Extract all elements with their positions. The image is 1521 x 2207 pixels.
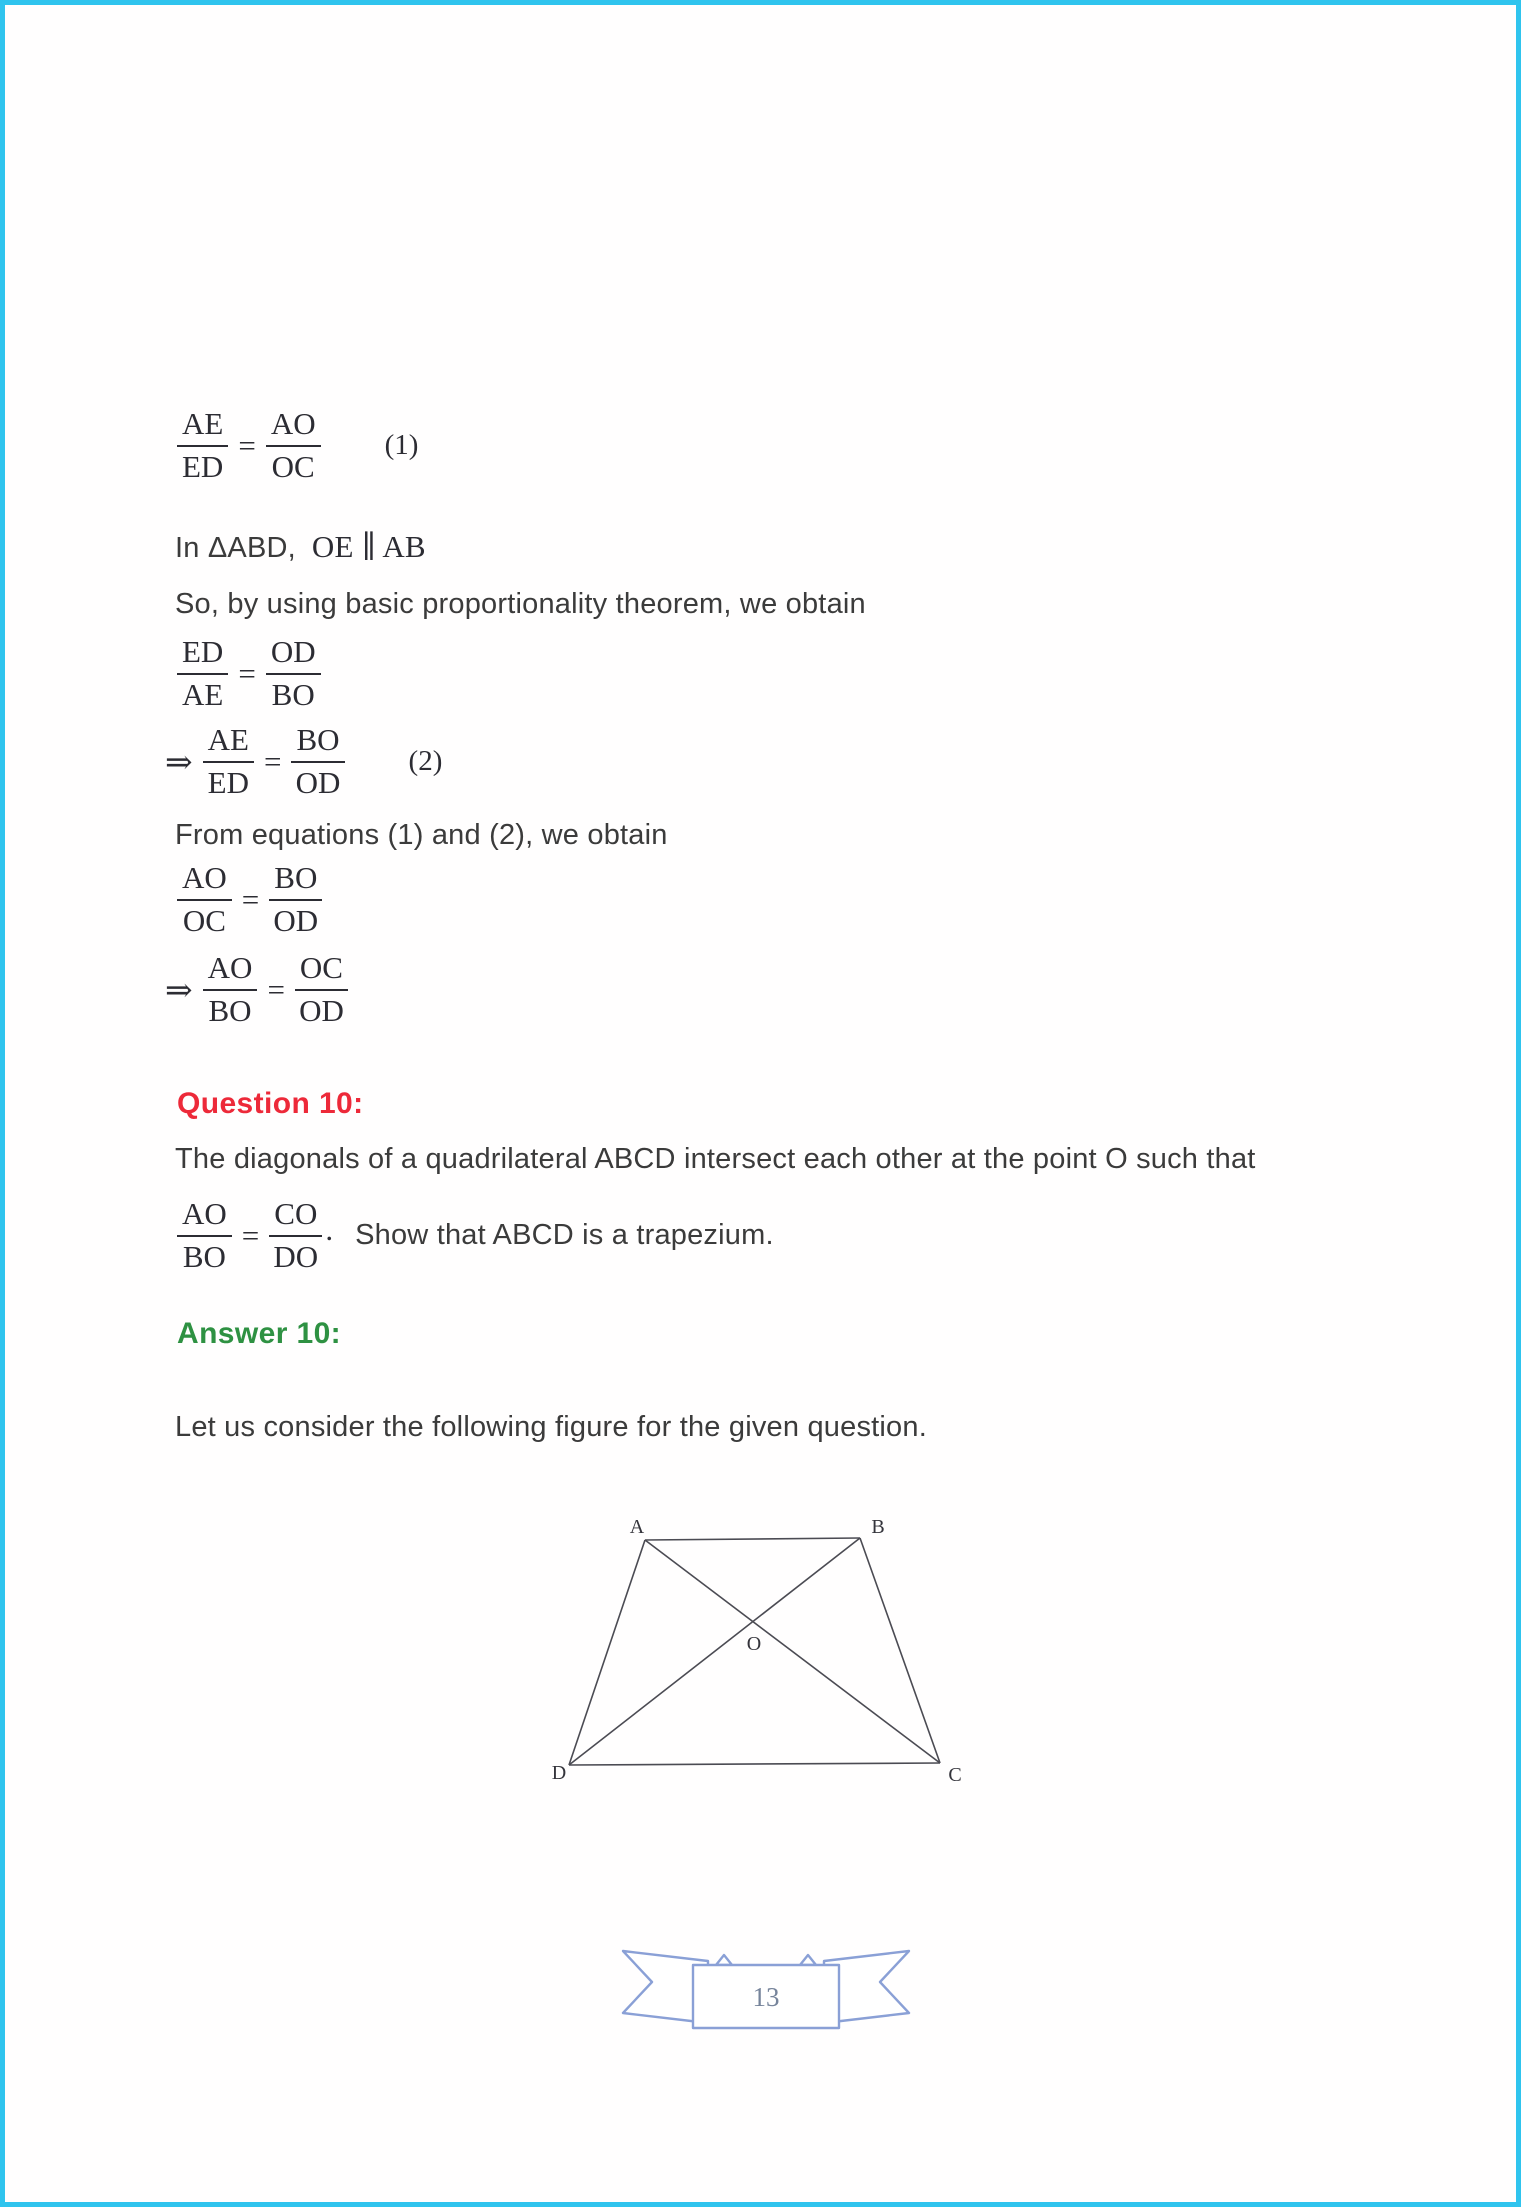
equation-number: (1): [384, 429, 419, 462]
equals-sign: =: [267, 971, 285, 1007]
statement-in-triangle: [175, 529, 426, 565]
fraction: [177, 635, 228, 712]
answer-heading: Answer 10:: [177, 1317, 342, 1350]
diagonal-bd: [569, 1538, 860, 1765]
equation-1: [177, 407, 418, 484]
implies-arrow: ⇒: [165, 972, 193, 1009]
equation-3b: [165, 951, 348, 1028]
statement-prefix: In ΔABD,: [175, 532, 296, 564]
denominator: OC: [271, 448, 315, 484]
equation-3a: [177, 861, 322, 938]
denominator: ED: [207, 764, 249, 800]
vertex-label-b: B: [871, 1516, 885, 1538]
fraction: [203, 951, 258, 1028]
denominator: OC: [182, 902, 226, 938]
question-heading: Question 10:: [177, 1087, 364, 1120]
question-tail: Show that ABCD is a trapezium.: [355, 1219, 774, 1252]
equals-sign: =: [238, 655, 256, 691]
fraction: [269, 861, 322, 938]
fraction: [203, 723, 254, 800]
equation-2b: [165, 723, 442, 800]
page-number-ribbon: [616, 1946, 916, 2038]
denominator: BO: [271, 676, 315, 712]
denominator: BO: [208, 992, 252, 1028]
numerator: AO: [177, 1197, 232, 1237]
equation-number: (2): [408, 745, 443, 778]
intersection-label-o: O: [746, 1633, 762, 1655]
numerator: ED: [177, 635, 228, 675]
fraction: [177, 861, 232, 938]
denominator: ED: [182, 448, 224, 484]
numerator: CO: [269, 1197, 322, 1237]
fraction: [177, 1197, 232, 1274]
implies-arrow: ⇒: [165, 744, 193, 781]
numerator: OC: [295, 951, 348, 991]
denominator: OD: [299, 992, 344, 1028]
equals-sign: =: [241, 881, 260, 917]
statement-from-equations: From equations (1) and (2), we obtain: [175, 819, 668, 851]
denominator: OD: [273, 902, 319, 938]
period: .: [325, 1212, 334, 1248]
vertex-label-a: A: [629, 1516, 645, 1538]
denominator: DO: [273, 1238, 319, 1274]
question-body: The diagonals of a quadrilateral ABCD intersect each other at the point O such that: [175, 1143, 1256, 1175]
numerator: AE: [177, 407, 228, 447]
inline-parallel-equation: OE ∥ AB: [311, 529, 426, 564]
equals-sign: =: [238, 427, 256, 463]
numerator: AE: [203, 723, 254, 763]
edge-da: [569, 1540, 645, 1765]
vertex-label-d: D: [551, 1762, 567, 1784]
statement-bpt: So, by using basic proportionality theorem, we obtain: [175, 588, 866, 620]
fraction: [269, 1197, 322, 1274]
denominator: AE: [182, 676, 224, 712]
denominator: OD: [295, 764, 341, 800]
page-number: 13: [752, 1982, 780, 2012]
trapezium-figure: [547, 1495, 1007, 1807]
equals-sign: =: [241, 1217, 260, 1253]
numerator: AO: [266, 407, 321, 447]
edge-bc: [860, 1538, 940, 1763]
answer-intro: Let us consider the following figure for the given question.: [175, 1411, 927, 1443]
equals-sign: =: [263, 743, 282, 779]
ribbon-right-fold: [800, 1955, 816, 1965]
numerator: OD: [266, 635, 321, 675]
fraction: [266, 407, 321, 484]
numerator: AO: [177, 861, 232, 901]
fraction: [266, 635, 321, 712]
numerator: AO: [203, 951, 258, 991]
vertex-label-c: C: [948, 1764, 962, 1786]
ribbon-left-fold: [716, 1955, 732, 1965]
edge-ab: [645, 1538, 860, 1540]
numerator: BO: [291, 723, 344, 763]
numerator: BO: [269, 861, 322, 901]
denominator: BO: [182, 1238, 226, 1274]
fraction: [295, 951, 348, 1028]
diagonal-ac: [645, 1540, 940, 1763]
equation-2a: [177, 635, 321, 712]
edge-cd: [569, 1763, 940, 1765]
fraction: [177, 407, 228, 484]
question-equation: [177, 1197, 774, 1274]
fraction: [291, 723, 344, 800]
